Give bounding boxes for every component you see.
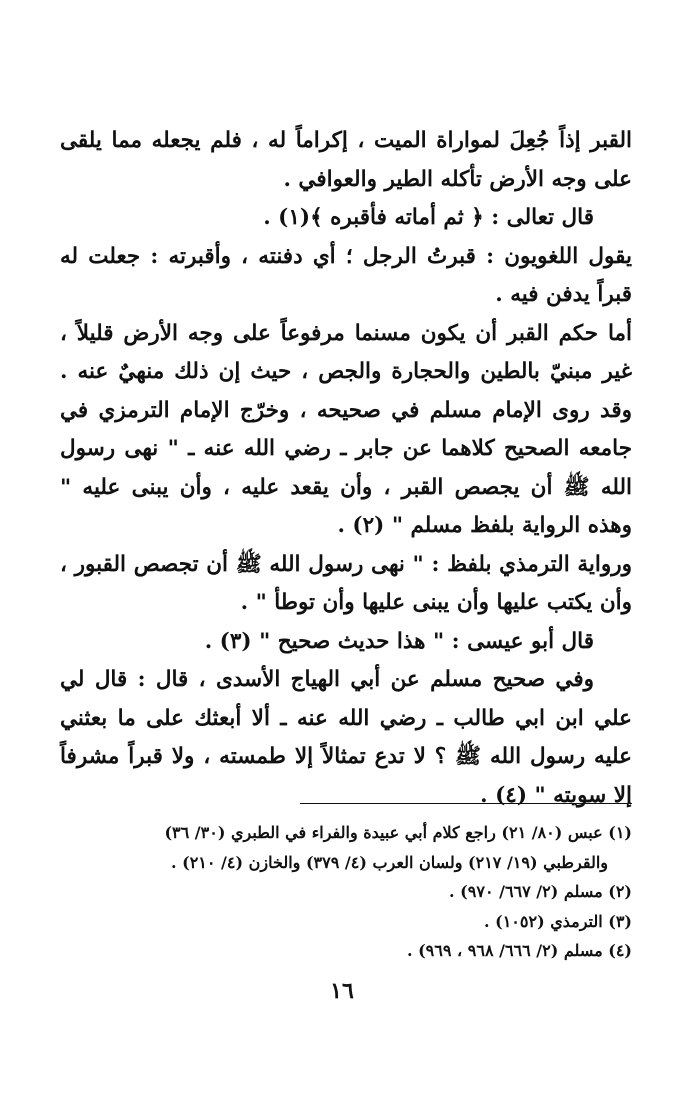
paragraph-1: القبر إذاً جُعِلَ لمواراة الميت ، إكراماً له ، فلم يجعله مما يلقى على وجه الأرض تأكله الطير والعوافي . — [60, 128, 632, 192]
footnote-4: (٤) مسلم (٢/ ٦٦٦/ ٩٦٨ ، ٩٦٩) . — [406, 941, 632, 960]
paragraph-4: أما حكم القبر أن يكون مسنما مرفوعاً على وجه الأرض قليلاً ، غير مبنيّ بالطين والحجارة والجص ، حيث إن ذلك منهيٌ عنه . وقد روى الإمام مسلم في صحيحه ، وخرّج الإمام الترمزي في جامعه الصحيح كلاهما عن جابر ـ رضي الله عنه ـ " نهى رسول الله ﷺ أن يجصص القبر ، وأن يقعد عليه ، وأن يبنى عليه " وهذه الرواية بلفظ مسلم " (٢) . — [60, 320, 632, 538]
page-number: ١٦ — [330, 978, 354, 1004]
footnote-3: (٣) الترمذي (١٠٥٢) . — [483, 911, 632, 931]
paragraph-3: يقول اللغويون : قبرتُ الرجل ؛ أي دفنته ، وأقبرته : جعلت له قبراً يدفن فيه . — [60, 243, 632, 307]
footnotes — [60, 818, 632, 966]
paragraph-7: وفي صحيح مسلم عن أبي الهياج الأسدى ، قال : قال لي علي ابن ابي طالب ـ رضي الله عنه ـ ألا أبعثك على ما بعثني عليه رسول الله ﷺ ؟ لا تدع تمثالاً إلا طمسته ، ولا قبراً مشرفاً إلا سويته " (٤) . — [60, 667, 632, 808]
footnote-1-line-2: والقرطبي (١٩/ ٢١٧) ولسان العرب (٤/ ٣٧٩) والخازن (٤/ ٢١٠) . — [170, 852, 608, 872]
footnote-2: (٢) مسلم (٢/ ٦٦٧/ ٩٧٠) . — [449, 882, 632, 901]
footnote-separator — [300, 803, 632, 804]
footnote-1-line-1: (١) عبس (٨٠/ ٢١) راجع كلام أبي عبيدة والفراء في الطبري (٣٠/ ٣٦) — [164, 823, 632, 842]
paragraph-6: قال أبو عيسى : " هذا حديث صحيح " (٣) . — [204, 628, 594, 654]
main-text — [60, 122, 632, 815]
paragraph-5: ورواية الترمذي بلفظ : " نهى رسول الله ﷺ أن تجصص القبور ، وأن يكتب عليها وأن يبنى عليها وأن توطأ " . — [60, 551, 632, 615]
paragraph-2: قال تعالى : ﴿ ثم أماته فأقبره ﴾(١) . — [263, 205, 594, 230]
